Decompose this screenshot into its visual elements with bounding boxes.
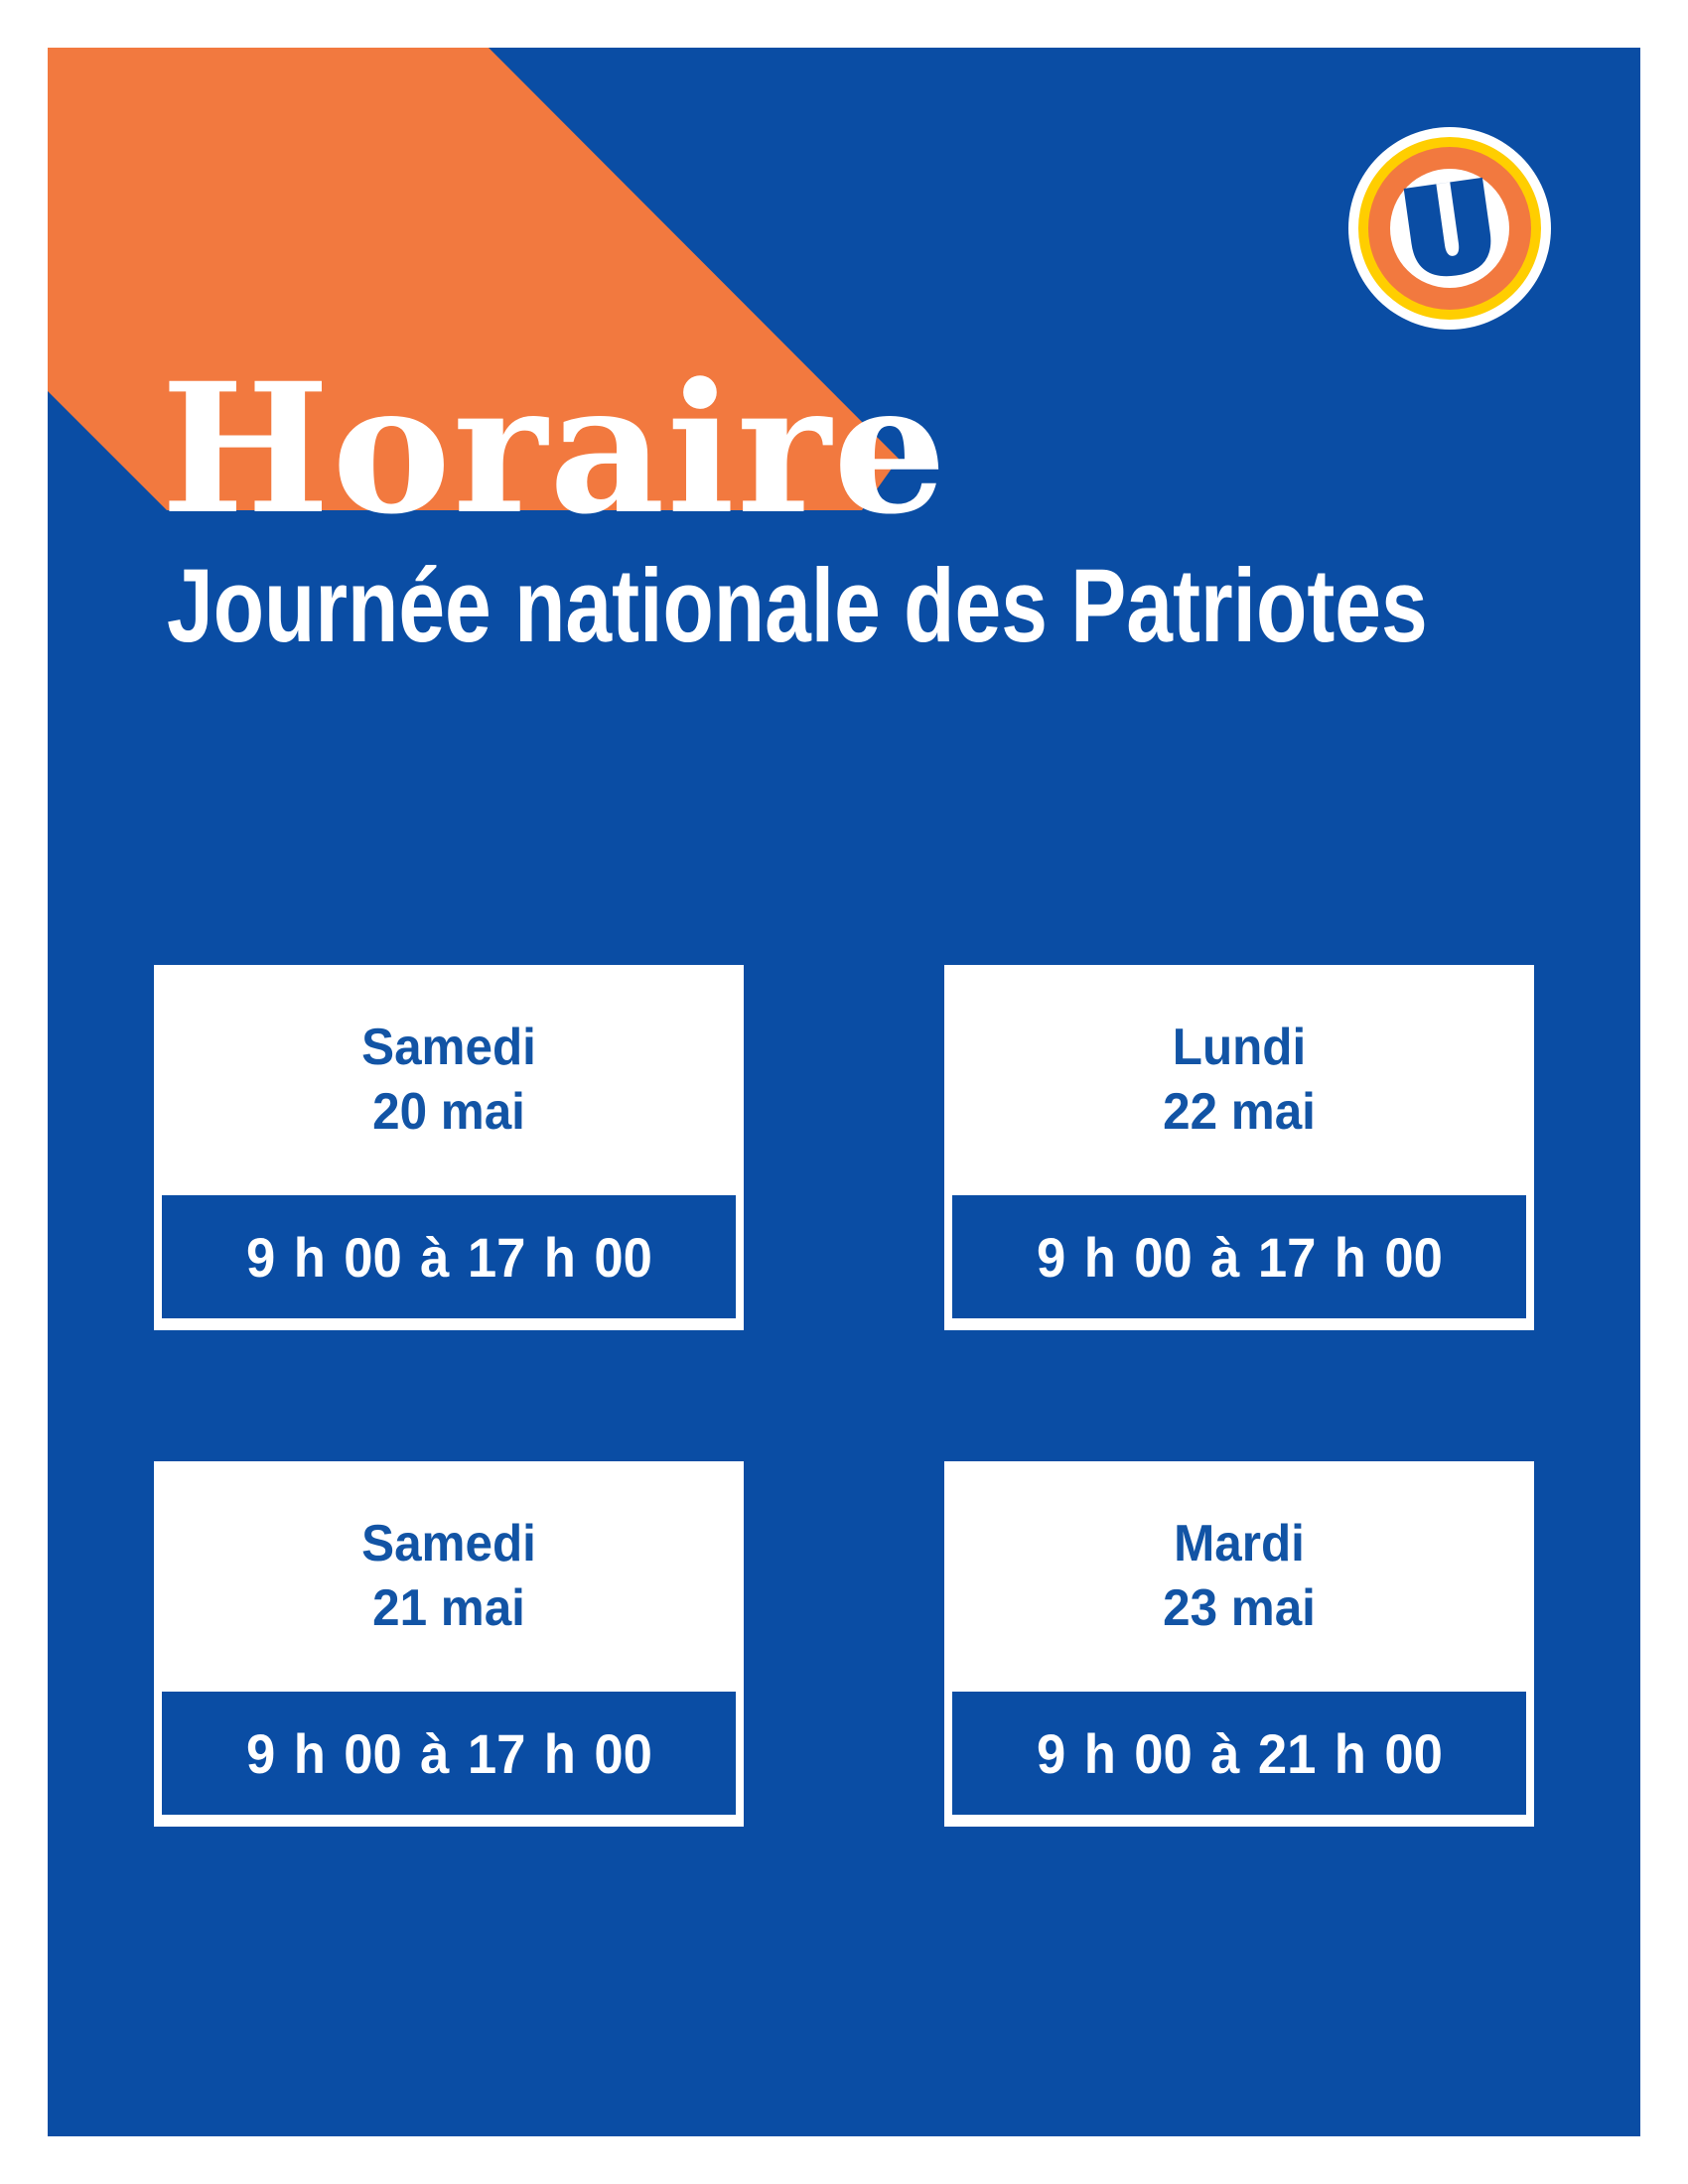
card-day: Mardi bbox=[1174, 1515, 1305, 1573]
page-subtitle: Journée nationale des Patriotes bbox=[167, 548, 1428, 664]
card-hours-strip bbox=[952, 1692, 1526, 1815]
schedule-card bbox=[154, 965, 744, 1330]
schedule-card bbox=[154, 1461, 744, 1827]
card-date: 21 mai bbox=[372, 1579, 525, 1637]
card-hours-strip bbox=[952, 1195, 1526, 1318]
card-hours-strip bbox=[162, 1692, 736, 1815]
schedule-card bbox=[944, 965, 1534, 1330]
schedule-card bbox=[944, 1461, 1534, 1827]
card-hours: 9 h 00 à 21 h 00 bbox=[1036, 1721, 1443, 1785]
card-day-label bbox=[169, 965, 729, 1195]
card-date: 22 mai bbox=[1163, 1083, 1316, 1141]
card-day: Lundi bbox=[1172, 1019, 1307, 1077]
uniprix-logo bbox=[1331, 109, 1569, 347]
page-title: Horaire bbox=[161, 344, 949, 554]
card-hours: 9 h 00 à 17 h 00 bbox=[1036, 1225, 1443, 1289]
card-hours: 9 h 00 à 17 h 00 bbox=[245, 1225, 652, 1289]
card-date: 23 mai bbox=[1163, 1579, 1316, 1637]
blue-panel bbox=[48, 48, 1640, 2136]
card-day: Samedi bbox=[361, 1515, 536, 1573]
card-day-label bbox=[959, 965, 1519, 1195]
card-hours-strip bbox=[162, 1195, 736, 1318]
card-day: Samedi bbox=[361, 1019, 536, 1077]
card-hours: 9 h 00 à 17 h 00 bbox=[245, 1721, 652, 1785]
card-date: 20 mai bbox=[372, 1083, 525, 1141]
card-day-label bbox=[959, 1461, 1519, 1692]
card-day-label bbox=[169, 1461, 729, 1692]
